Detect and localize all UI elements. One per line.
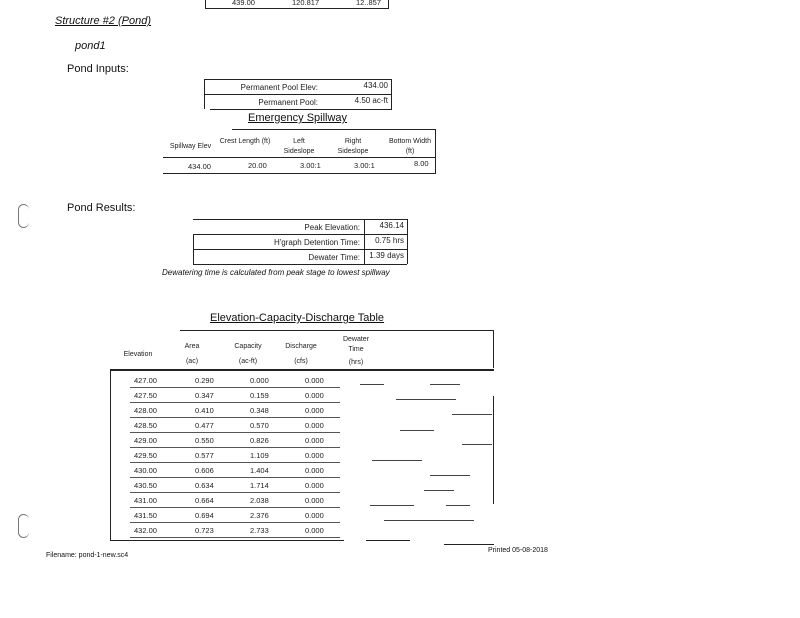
result-value-detention: 0.75 hrs [375,236,404,245]
ecd-cell-dis: 0.000 [305,391,324,400]
ecd-row-separator [130,477,340,478]
ecd-table-title: Elevation-Capacity-Discharge Table [210,312,385,324]
ecd-row-separator [130,522,340,523]
ecd-cell-dis: 0.000 [305,481,324,490]
ecd-dewater-blank-line [452,414,492,415]
pond-inputs-heading: Pond Inputs: [67,63,129,75]
ecd-row-separator [130,432,340,433]
ecd-cell-elev: 429.50 [134,451,157,460]
pond-name: pond1 [75,40,106,52]
ecd-header-capacity [226,342,270,367]
ecd-header-dewater-name: Dewater [342,336,370,343]
ecd-dewater-blank-line [400,430,434,431]
ecd-row-separator [130,462,340,463]
ecd-dewater-blank-line [462,444,492,445]
ecd-header-area [172,342,212,367]
result-label-detention: H'graph Detention Time: [273,238,360,247]
ecd-cell-dis: 0.000 [305,526,324,535]
spillway-header-bottom: Bottom Width (ft) [388,138,431,155]
ecd-header-elevation: Elevation [123,351,153,358]
ecd-cell-elev: 427.00 [134,376,157,385]
ecd-header-discharge [278,342,324,367]
footer-printed: Printed 05-08-2018 [488,547,548,554]
ecd-row-separator [130,507,340,508]
ecd-cell-cap: 0.570 [250,421,269,430]
scan-hole-mark [18,204,29,228]
pond-results-heading: Pond Results: [67,202,136,214]
spillway-value-bottom: 8.00 [414,159,429,168]
ecd-cell-area: 0.290 [195,376,214,385]
ecd-cell-area: 0.477 [195,421,214,430]
ecd-header-area-unit: (ac) [185,358,199,365]
footer-filename: Filename: pond-1-new.sc4 [46,552,129,559]
ecd-cell-cap: 0.348 [250,406,269,415]
ecd-cell-area: 0.694 [195,511,214,520]
ecd-cell-dis: 0.000 [305,376,324,385]
ecd-row-separator [130,417,340,418]
ecd-cell-cap: 2.376 [250,511,269,520]
ecd-cell-elev: 428.50 [134,421,157,430]
ecd-cell-area: 0.347 [195,391,214,400]
ecd-cell-elev: 431.00 [134,496,157,505]
ecd-cell-area: 0.577 [195,451,214,460]
spillway-value-crest: 20.00 [248,161,267,170]
ecd-cell-area: 0.723 [195,526,214,535]
ecd-dewater-blank-line [370,505,414,506]
ecd-cell-dis: 0.000 [305,406,324,415]
ecd-header-discharge-unit: (cfs) [294,358,308,365]
ecd-cell-dis: 0.000 [305,511,324,520]
spillway-value-elev: 434.00 [188,162,211,171]
ecd-cell-dis: 0.000 [305,421,324,430]
ecd-dewater-blank-line [360,384,384,385]
pond-input-value-2: 4.50 ac-ft [354,96,388,105]
ecd-cell-dis: 0.000 [305,436,324,445]
ecd-cell-elev: 430.00 [134,466,157,475]
result-label-dewater: Dewater Time: [308,253,360,262]
ecd-cell-area: 0.634 [195,481,214,490]
spillway-value-left: 3.00:1 [300,161,321,170]
spillway-header-left: Left Sideslope [283,138,315,155]
ecd-cell-elev: 428.00 [134,406,157,415]
pond-input-value-1: 434.00 [363,81,388,90]
fragment-left-value: 439.00 [232,0,255,7]
ecd-cell-elev: 431.50 [134,511,157,520]
ecd-cell-cap: 2.733 [250,526,269,535]
spillway-value-right: 3.00:1 [354,161,375,170]
ecd-cell-dis: 0.000 [305,451,324,460]
pond-input-label-1: Permanent Pool Elev: [240,83,318,92]
ecd-dewater-blank-line [396,399,456,400]
ecd-dewater-blank-line [430,384,460,385]
ecd-cell-elev: 427.50 [134,391,157,400]
ecd-row-separator [130,402,340,403]
ecd-header-capacity-unit: (ac-ft) [238,358,258,365]
result-label-peak: Peak Elevation: [304,223,360,232]
ecd-cell-cap: 1.109 [250,451,269,460]
spillway-header-crest: Crest Length (ft) [219,138,271,145]
ecd-row-separator [130,537,340,538]
spillway-header-right: Right Sideslope [337,138,369,155]
ecd-row-separator [130,447,340,448]
ecd-cell-cap: 0.000 [250,376,269,385]
ecd-cell-area: 0.664 [195,496,214,505]
scan-hole-mark [18,514,29,538]
ecd-cell-cap: 0.826 [250,436,269,445]
dewatering-note: Dewatering time is calculated from peak stage to lowest spillway [162,268,390,277]
ecd-cell-area: 0.606 [195,466,214,475]
ecd-cell-cap: 1.714 [250,481,269,490]
ecd-header-area-name: Area [184,343,200,350]
ecd-cell-cap: 2.038 [250,496,269,505]
ecd-header-dewater-time: Time [348,346,364,353]
ecd-header-dewater-unit: (hrs) [348,359,364,366]
ecd-cell-cap: 0.159 [250,391,269,400]
fragment-mid-value: 120.817 [292,0,320,7]
result-value-peak: 436.14 [379,221,404,230]
ecd-cell-cap: 1.404 [250,466,269,475]
ecd-dewater-blank-line [446,505,470,506]
ecd-cell-elev: 429.00 [134,436,157,445]
ecd-row-separator [130,387,340,388]
ecd-cell-elev: 432.00 [134,526,157,535]
ecd-header-dewater [334,335,378,368]
ecd-cell-dis: 0.000 [305,496,324,505]
ecd-dewater-blank-line [372,460,422,461]
ecd-cell-area: 0.550 [195,436,214,445]
ecd-dewater-blank-line [424,490,454,491]
result-value-dewater: 1.39 days [369,251,404,260]
spillway-header-elev: Spillway Elev [169,143,212,150]
structure-title: Structure #2 (Pond) [55,15,151,27]
ecd-dewater-blank-line [384,520,474,521]
fragment-right-value: 12..857 [356,0,382,7]
ecd-cell-elev: 430.50 [134,481,157,490]
ecd-cell-dis: 0.000 [305,466,324,475]
spillway-title: Emergency Spillway [248,112,348,124]
ecd-header-discharge-name: Discharge [285,343,317,350]
pond-input-label-2: Permanent Pool: [258,98,318,107]
ecd-row-separator [130,492,340,493]
ecd-dewater-blank-line [430,475,470,476]
ecd-header-capacity-name: Capacity [234,343,262,350]
ecd-cell-area: 0.410 [195,406,214,415]
